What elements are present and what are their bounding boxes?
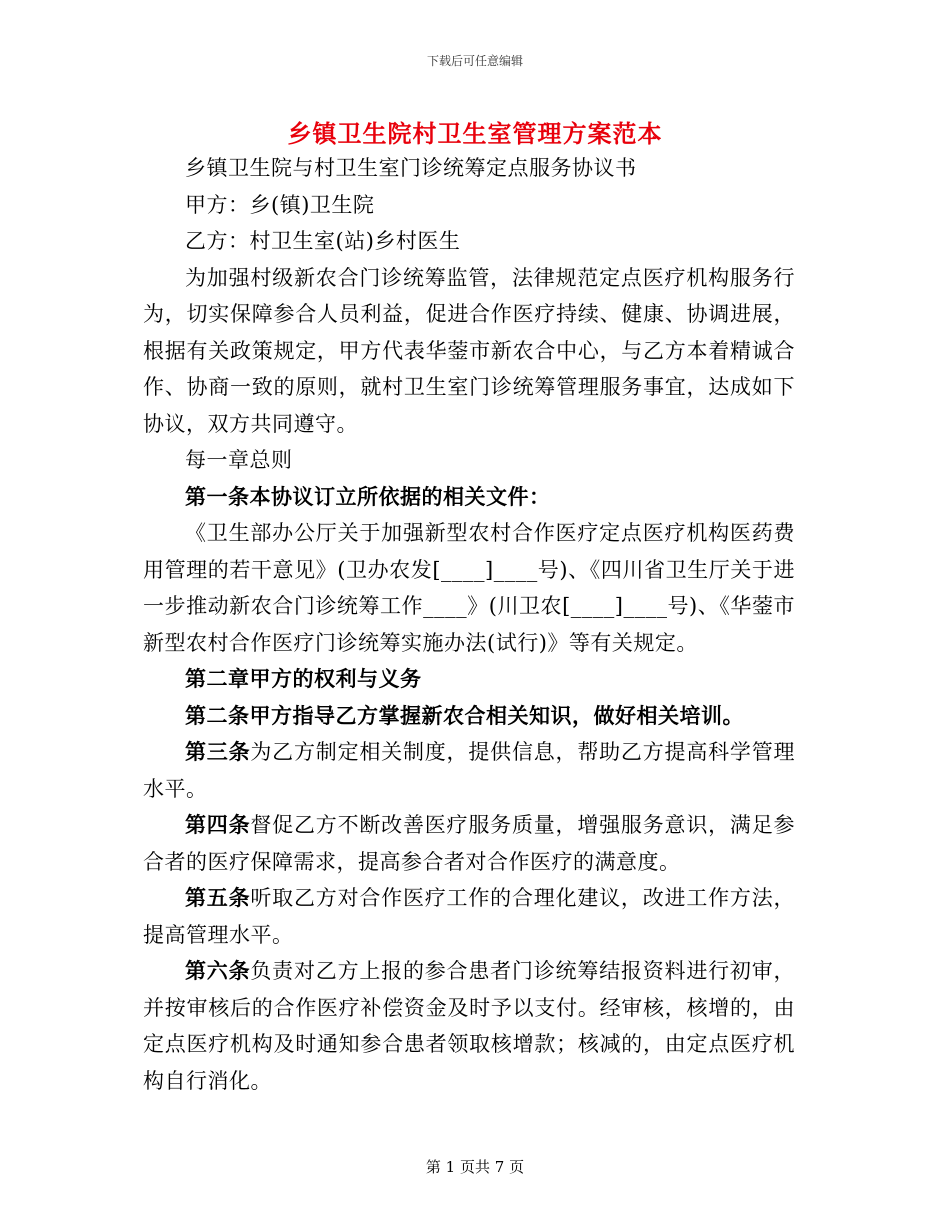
article-1-text: 《卫生部办公厅关于加强新型农村合作医疗定点医疗机构医药费用管理的若干意见》(卫办农发[____]____号)、《四川省卫生厅关于进一步推动新农合门诊统筹工作____》(川卫农[____]____号)、《华蓥市新型农村合作医疗门诊统筹实施办法(试行)》等有关规定。 — [143, 521, 795, 655]
article-6-label: 第六条 — [185, 958, 251, 983]
agreement-name: 乡镇卫生院与村卫生室门诊统筹定点服务协议书 — [185, 156, 637, 180]
party-a: 甲方：乡(镇)卫生院 — [185, 192, 375, 217]
article-6-text: 负责对乙方上报的参合患者门诊统筹结报资料进行初审，并按审核后的合作医疗补偿资金及时予以支付。经审核，核增的，由定点医疗机构及时通知参合患者领取核增款；核减的，由定点医疗机构自行消化。 — [143, 959, 795, 1093]
document-body — [143, 150, 795, 1099]
article-3-text: 为乙方制定相关制度，提供信息，帮助乙方提高科学管理水平。 — [143, 740, 795, 801]
preamble-paragraph: 为加强村级新农合门诊统筹监管，法律规范定点医疗机构服务行为，切实保障参合人员利益，促进合作医疗持续、健康、协调进展，根据有关政策规定，甲方代表华蓥市新农合中心，与乙方本着精诚合作、协商一致的原则，就村卫生室门诊统筹管理服务事宜，达成如下协议，双方共同遵守。 — [143, 265, 795, 436]
header-note: 下载后可任意编辑 — [426, 54, 523, 68]
article-6 — [143, 953, 795, 1099]
article-4 — [143, 807, 795, 880]
article-5-text: 听取乙方对合作医疗工作的合理化建议，改进工作方法，提高管理水平。 — [143, 886, 795, 947]
article-1-heading: 第一条本协议订立所依据的相关文件： — [185, 483, 551, 509]
article-5-label: 第五条 — [185, 885, 251, 910]
page-number-footer: 第 1 页共 7 页 — [425, 1158, 525, 1176]
document-title: 乡镇卫生院村卫生室管理方案范本 — [287, 119, 663, 148]
chapter-2-heading: 第二章甲方的权利与义务 — [185, 666, 422, 691]
article-3-label: 第三条 — [185, 739, 251, 764]
article-2: 第二条甲方指导乙方掌握新农合相关知识，做好相关培训。 — [185, 702, 744, 728]
article-4-text: 督促乙方不断改善医疗服务质量，增强服务意识，满足参合者的医疗保障需求，提高参合者对合作医疗的满意度。 — [143, 813, 795, 874]
article-4-label: 第四条 — [185, 812, 251, 837]
article-3 — [143, 734, 795, 807]
party-b: 乙方：村卫生室(站)乡村医生 — [185, 229, 461, 253]
chapter-1-heading: 每一章总则 — [185, 448, 293, 472]
article-5 — [143, 880, 795, 953]
